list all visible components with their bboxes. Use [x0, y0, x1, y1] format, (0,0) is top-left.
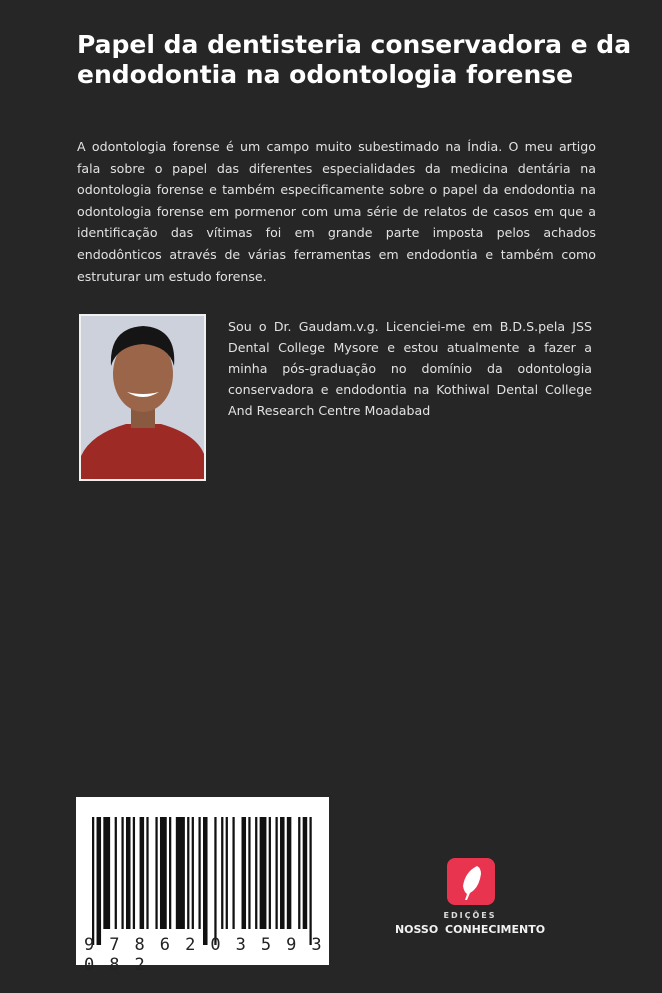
barcode-bar [298, 817, 300, 929]
publisher-line1: EDIÇÕES [443, 911, 497, 920]
barcode-bar [155, 817, 157, 929]
barcode-bar [248, 817, 250, 929]
barcode-bar [192, 817, 194, 929]
author-bio: Sou o Dr. Gaudam.v.g. Licenciei-me em B.D.S.pela JSS Dental College Mysore e estou atualmente a fazer a minha pós-graduação no domínio da odontologia conservadora e endodontia na Kothiwal Dental College And Research Centre Moadabad [228, 319, 592, 418]
barcode-bar [146, 817, 148, 929]
barcode-bar [133, 817, 135, 929]
barcode-bars [92, 817, 314, 945]
barcode-bar [232, 817, 234, 929]
publisher-line2: NOSSO CONHECIMENTO [394, 923, 546, 936]
barcode-bar [303, 817, 308, 929]
barcode-bar [97, 817, 102, 945]
barcode-bar [275, 817, 277, 929]
barcode-bar [269, 817, 271, 929]
barcode-bar [121, 817, 123, 929]
barcode-bar [92, 817, 94, 945]
barcode-bar [309, 817, 311, 945]
book-title: Papel da dentisteria conservadora e da endodontia na odontologia forense [77, 30, 632, 89]
barcode-bar [280, 817, 285, 929]
barcode-bar [203, 817, 208, 945]
author-photo [79, 314, 206, 481]
barcode-bar [169, 817, 171, 929]
barcode-bar [103, 817, 110, 929]
barcode-bar [221, 817, 223, 929]
barcode-bar [115, 817, 117, 929]
barcode-bar [176, 817, 185, 929]
barcode-bar [126, 817, 131, 929]
isbn-number: 9 7 8 6 2 0 3 5 9 3 0 8 2 [84, 935, 325, 975]
barcode [76, 797, 329, 975]
publisher-logo [447, 858, 495, 905]
barcode-bar [198, 817, 200, 929]
barcode-bar [255, 817, 257, 929]
barcode-bar [160, 817, 167, 929]
barcode-bar [187, 817, 189, 929]
barcode-bar [140, 817, 145, 929]
feather-icon [447, 858, 495, 905]
barcode-bar [226, 817, 228, 929]
barcode-bar [260, 817, 267, 929]
barcode-bar [287, 817, 292, 929]
barcode-bar [214, 817, 216, 945]
barcode-bar [242, 817, 247, 929]
book-description: A odontologia forense é um campo muito subestimado na Índia. O meu artigo fala sobre o papel das diferentes especialidades da medicina dentária na odontologia forense e também especificamente sobre o papel da endodontia na odontologia forense em pormenor com uma série de relatos de casos em que a identificação das vítimas foi em grande parte imposta pelos achados endodônticos através de várias ferramentas em endodontia e também como estruturar um estudo forense. [77, 139, 596, 284]
